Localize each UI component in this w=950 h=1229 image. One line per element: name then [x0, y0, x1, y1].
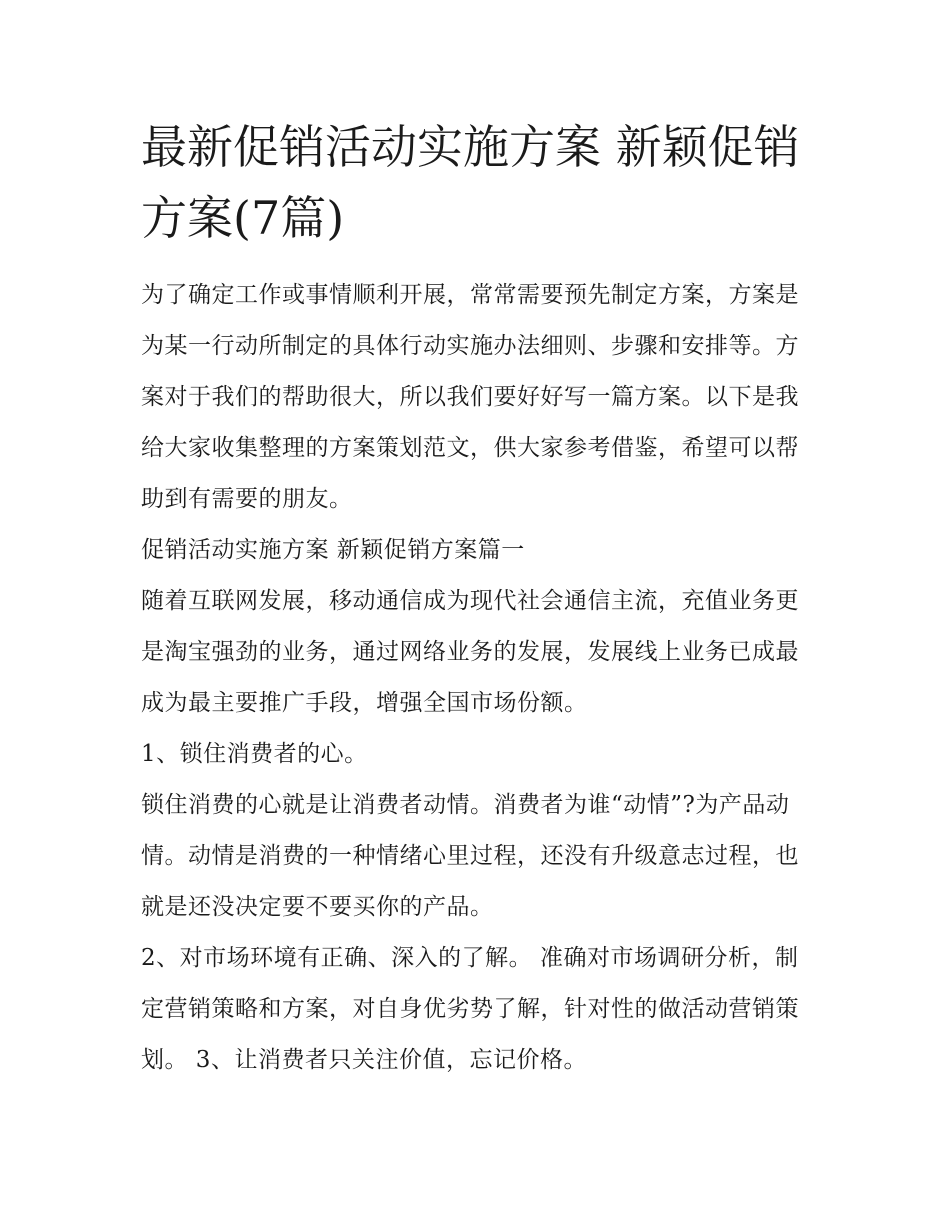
- section-heading: 促销活动实施方案 新颖促销方案篇一: [141, 537, 525, 563]
- intro-paragraph: 为了确定工作或事情顺利开展，常常需要预先制定方案，方案是为某一行动所制定的具体行动实施办法细则、步骤和安排等。方案对于我们的帮助很大，所以我们要好好写一篇方案。以下是我给大家收集整理的方案策划范文，供大家参考借鉴，希望可以帮助到有需要的朋友。: [141, 282, 799, 512]
- body-paragraph: 锁住消费的心就是让消费者动情。消费者为谁“动情”?为产品动情。动情是消费的一种情绪心里过程，还没有升级意志过程，也就是还没决定要不要买你的产品。: [141, 792, 799, 920]
- document-title: 最新促销活动实施方案 新颖促销方案(7篇): [141, 120, 800, 245]
- body-paragraph: 随着互联网发展，移动通信成为现代社会通信主流，充值业务更是淘宝强劲的业务，通过网络业务的发展，发展线上业务已成最成为最主要推广手段，增强全国市场份额。: [141, 588, 799, 716]
- document-body: [141, 112, 821, 1086]
- list-item-heading: 1、锁住消费者的心。: [141, 741, 368, 767]
- body-paragraph: 2、对市场环境有正确、深入的了解。 准确对市场调研分析，制定营销策略和方案，对自身优劣势了解，针对性的做活动营销策划。 3、让消费者只关注价值，忘记价格。: [141, 945, 799, 1073]
